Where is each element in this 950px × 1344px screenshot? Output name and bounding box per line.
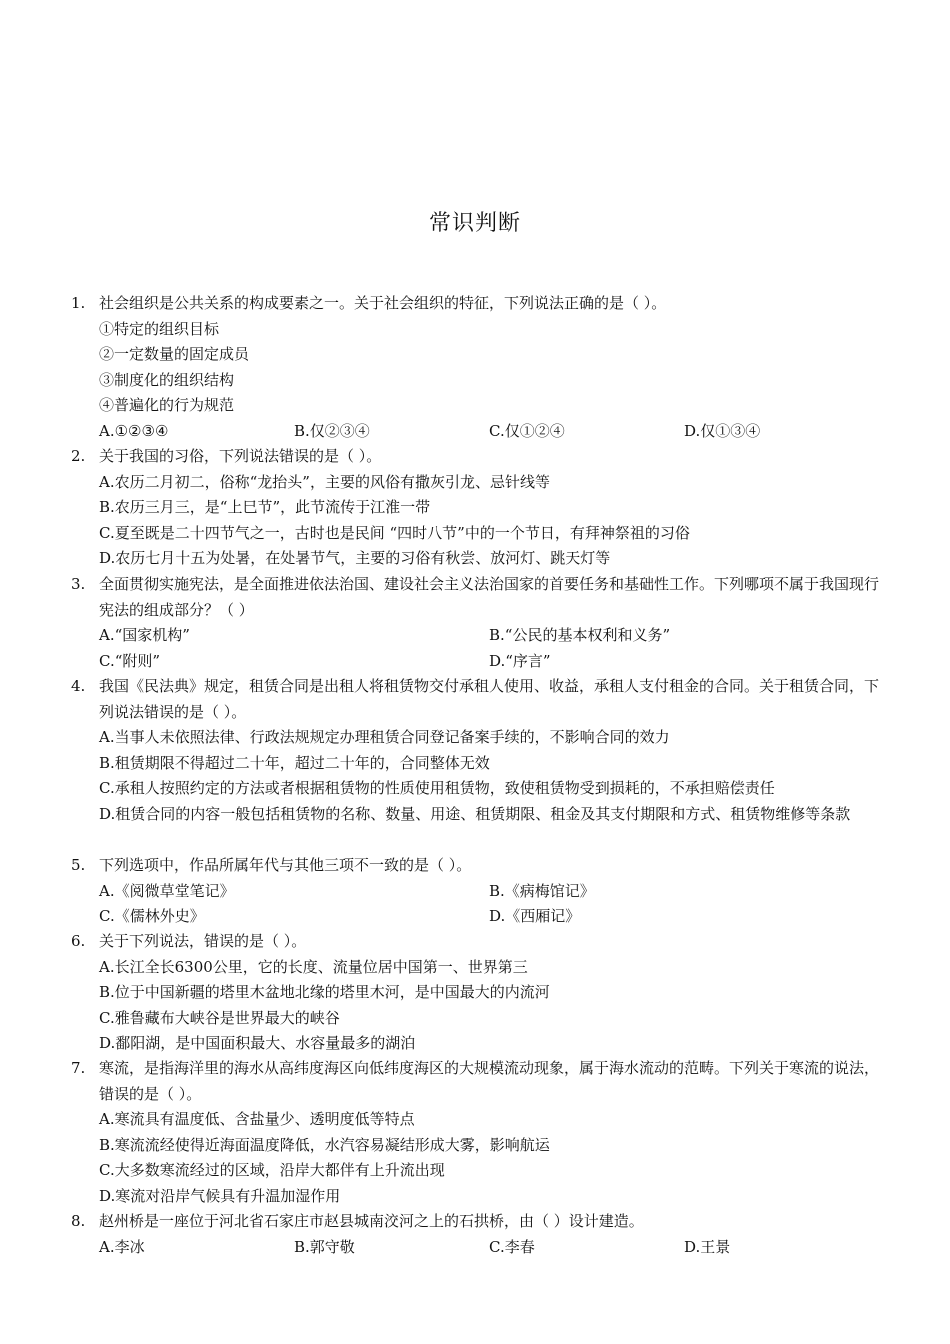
option-a: A.农历二月初二，俗称“龙抬头”，主要的风俗有撒灰引龙、忌针线等: [99, 472, 550, 491]
question-number: 2.: [71, 447, 86, 465]
option-d: D.鄱阳湖，是中国面积最大、水容量最多的湖泊: [99, 1034, 416, 1052]
option-d: D.仅①③④: [684, 421, 761, 440]
option-b: B.寒流流经使得近海面温度降低，水汽容易凝结形成大雾，影响航运: [99, 1135, 550, 1154]
option-d: D.农历七月十五为处暑，在处暑节气，主要的习俗有秋尝、放河灯、跳天灯等: [99, 549, 611, 567]
question-stem: 下列选项中，作品所属年代与其他三项不一致的是（ ）。: [99, 856, 472, 874]
question-stem: 赵州桥是一座位于河北省石家庄市赵县城南洨河之上的石拱桥，由（ ）设计建造。: [99, 1212, 644, 1230]
options-row: [71, 879, 879, 905]
option-b: B.位于中国新疆的塔里木盆地北缘的塔里木河，是中国最大的内流河: [99, 983, 550, 1001]
option-c: C.雅鲁藏布大峡谷是世界最大的峡谷: [99, 1008, 340, 1027]
question-8: [71, 1209, 879, 1260]
option-b: B.《病梅馆记》: [489, 881, 595, 900]
option-c: C.大多数寒流经过的区域，沿岸大都伴有上升流出现: [99, 1161, 445, 1179]
option-b: B.仅②③④: [294, 421, 370, 440]
option-d: D.王景: [684, 1237, 731, 1256]
option-d: D.《西厢记》: [489, 907, 581, 925]
question-number: 8.: [71, 1212, 86, 1230]
question-4: [71, 674, 879, 827]
option-b: B.租赁期限不得超过二十年，超过二十年的，合同整体无效: [99, 753, 490, 772]
option-a: A.李冰: [99, 1237, 145, 1256]
question-number: 4.: [71, 677, 86, 695]
option-d: D.“序言”: [489, 651, 551, 670]
option-d: D.租赁合同的内容一般包括租赁物的名称、数量、用途、租赁期限、租金及其支付期限和方式、租赁物维修等条款: [99, 804, 851, 823]
options-row: [71, 419, 879, 445]
options-row: [71, 904, 879, 930]
option-c: C.李春: [489, 1237, 535, 1256]
question-stem: 全面贯彻实施宪法，是全面推进依法治国、建设社会主义法治国家的首要任务和基础性工作。下列哪项不属于我国现行宪法的组成部分？（ ）: [99, 575, 880, 619]
statement-item: ③制度化的组织结构: [99, 370, 235, 389]
option-a: A.当事人未依照法律、行政法规规定办理租赁合同登记备案手续的，不影响合同的效力: [99, 728, 670, 746]
option-a: A.“国家机构”: [99, 626, 190, 644]
option-b: B.郭守敬: [294, 1237, 355, 1256]
question-7: [71, 1056, 879, 1209]
question-stem: 关于下列说法，错误的是（ ）。: [99, 932, 307, 950]
option-c: C.“附则”: [99, 651, 161, 670]
question-6: [71, 929, 879, 1057]
statement-item: ②一定数量的固定成员: [99, 345, 250, 363]
question-number: 3.: [71, 575, 86, 593]
option-c: C.夏至既是二十四节气之一，古时也是民间 “四时八节”中的一个节日，有拜神祭祖的习俗: [99, 523, 690, 542]
option-c: C.《儒林外史》: [99, 907, 205, 925]
option-a: A.长江全长6300公里，它的长度、流量位居中国第一、世界第三: [99, 957, 528, 976]
question-2: [71, 444, 879, 572]
option-c: C.仅①②④: [489, 421, 565, 440]
options-row: [71, 1235, 879, 1261]
option-d: D.寒流对沿岸气候具有升温加湿作用: [99, 1186, 341, 1205]
question-stem: 关于我国的习俗，下列说法错误的是（ ）。: [99, 447, 382, 465]
option-a: A.《阅微草堂笔记》: [99, 881, 235, 900]
option-b: B.农历三月三，是“上巳节”，此节流传于江淮一带: [99, 498, 431, 516]
option-b: B.“公民的基本权利和义务”: [489, 626, 671, 644]
question-number: 1.: [71, 294, 86, 312]
question-5: [71, 853, 879, 930]
question-number: 7.: [71, 1059, 86, 1077]
options-row: [71, 649, 879, 675]
option-c: C.承租人按照约定的方法或者根据租赁物的性质使用租赁物，致使租赁物受到损耗的，不承担赔偿责任: [99, 779, 775, 797]
statement-item: ①特定的组织目标: [99, 319, 220, 338]
question-stem: 我国《民法典》规定，租赁合同是出租人将租赁物交付承租人使用、收益，承租人支付租金的合同。关于租赁合同，下列说法错误的是（ ）。: [99, 677, 880, 721]
page-title: 常识判断: [428, 211, 521, 236]
option-a: A.寒流具有温度低、含盐量少、透明度低等特点: [99, 1110, 415, 1128]
option-a: A.①②③④: [99, 421, 169, 440]
question-number: 5.: [71, 856, 86, 874]
statement-item: ④普遍化的行为规范: [99, 396, 235, 414]
question-number: 6.: [71, 932, 86, 950]
question-stem: 寒流，是指海洋里的海水从高纬度海区向低纬度海区的大规模流动现象，属于海水流动的范畴。下列关于寒流的说法，错误的是（ ）。: [99, 1059, 880, 1103]
options-row: [71, 623, 879, 649]
question-stem: 社会组织是公共关系的构成要素之一。关于社会组织的特征，下列说法正确的是（ ）。: [99, 294, 667, 312]
question-1: [71, 291, 879, 444]
question-3: [71, 572, 879, 674]
